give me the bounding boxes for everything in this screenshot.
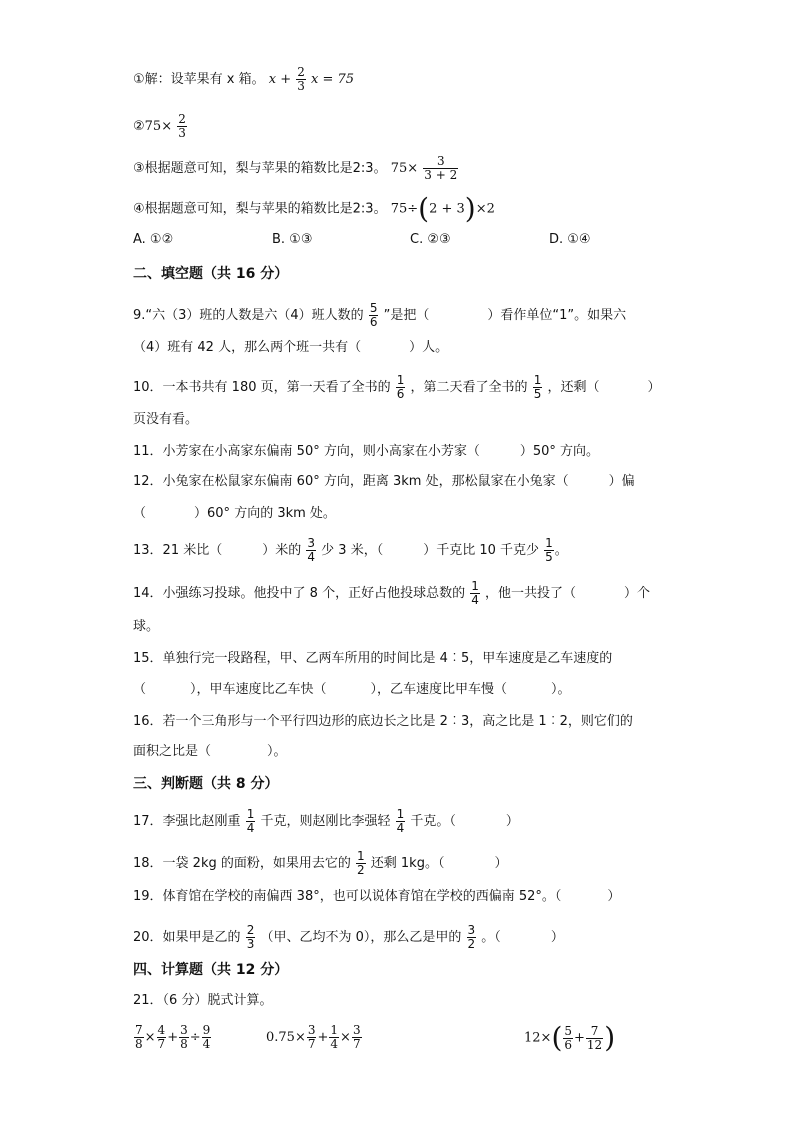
q20: 20．如果甲是乙的 $\frac{2}{3}$ （甲、乙均不为 0），那么乙是甲的 $\frac{3}{2}$ 。（ ） (133, 923, 564, 951)
q8-option-1 (133, 66, 354, 93)
fraction: $\frac{1}{4}$ (396, 807, 405, 835)
q8-option-2: ②75× $\frac{2}{3}$ (133, 112, 186, 140)
q9-line-1: 9.“六（3）班的人数是六（4）班人数的 $\frac{5}{6}$ ”是把（ ）看作单位“1”。如果六 (133, 301, 627, 329)
fraction: $\frac{1}{4}$ (471, 579, 479, 607)
q18: 18．一袋 2kg 的面粉，如果用去它的 $\frac{1}{2}$ 还剩 1kg。（ ） (133, 849, 508, 877)
q16-line-1: 16．若一个三角形与一个平行四边形的底边长之比是 2︰3，高之比是 1︰2，则它们的 (133, 714, 633, 729)
fraction: $\frac{3}{3 + 2}$ (424, 154, 458, 182)
choice-d[interactable]: D. ①④ (549, 232, 591, 247)
fraction: $\frac{1}{2}$ (357, 849, 365, 877)
section-4-title: 四、计算题（共 12 分） (133, 962, 289, 978)
fraction: $\frac{3}{2}$ (467, 923, 476, 951)
fraction: $\frac{3}{4}$ (307, 536, 316, 564)
fraction: $\frac{1}{6}$ (396, 373, 405, 401)
q14-line-1: 14．小强练习投球。他投中了 8 个，正好占他投球总数的 $\frac{1}{4}$ ，他一共投了（ ）个 (133, 579, 651, 607)
q8-option-3: ③根据题意可知，梨与苹果的箱数比是2:3。 75× $\frac{3}{3 + 2}$ (133, 154, 458, 182)
expression-3: 12×( $\frac{5}{6}$ + $\frac{7}{12}$ ) (524, 1021, 616, 1054)
fraction: $\frac{1}{5}$ (533, 373, 542, 401)
fraction: $\frac{5}{6}$ (369, 301, 378, 329)
q15-line-1: 15．单独行完一段路程，甲、乙两车所用的时间比是 4︰5，甲车速度是乙车速度的 (133, 651, 613, 666)
q13: 13．21 米比（ ）米的 $\frac{3}{4}$ 少 3 米，（ ）千克比 10 千克少 $\frac{1}{5}$ 。 (133, 536, 568, 564)
q21-title: 21．（6 分）脱式计算。 (133, 993, 273, 1008)
q8-option-4: ④根据题意可知，梨与苹果的箱数比是2:3。 75÷(2 + 3)×2 (133, 192, 495, 225)
fraction: $\frac{2}{3}$ (178, 112, 186, 140)
fraction: $\frac{1}{5}$ (545, 536, 553, 564)
choice-b[interactable]: B. ①③ (272, 232, 313, 247)
math-text: x = 75 (311, 72, 355, 87)
q12-line-2: （ ）60° 方向的 3km 处。 (133, 506, 336, 521)
choice-c[interactable]: C. ②③ (410, 232, 451, 247)
expression-2: 0.75× $\frac{3}{7}$ + $\frac{1}{4}$ × $\frac{3}{7}$ (266, 1023, 361, 1051)
expression-1: $\frac{7}{8}$ × $\frac{4}{7}$ + $\frac{3}{8}$ ÷ $\frac{9}{4}$ (135, 1023, 211, 1051)
q8-option-1-text: ①解：设苹果有 x 箱。 (133, 72, 265, 87)
fraction: $\frac{1}{4}$ (246, 807, 255, 835)
q17: 17．李强比赵刚重 $\frac{1}{4}$ 千克，则赵刚比李强轻 $\frac{1}{4}$ 千克。（ ） (133, 807, 519, 835)
q9-line-2: （4）班有 42 人，那么两个班一共有（ ）人。 (133, 340, 449, 355)
fraction: $\frac{2}{3}$ (297, 65, 305, 93)
section-3-title: 三、判断题（共 8 分） (133, 776, 279, 792)
fraction: $\frac{2}{3}$ (246, 923, 255, 951)
q10-line-2: 页没有看。 (133, 412, 199, 427)
q19: 19．体育馆在学校的南偏西 38°，也可以说体育馆在学校的西偏南 52°。（ ） (133, 889, 621, 904)
section-2-title: 二、填空题（共 16 分） (133, 266, 289, 282)
q14-line-2: 球。 (133, 619, 160, 634)
q15-line-2: （ ），甲车速度比乙车快（ ），乙车速度比甲车慢（ ）。 (133, 682, 571, 697)
q11: 11．小芳家在小高家东偏南 50° 方向，则小高家在小芳家（ ）50° 方向。 (133, 444, 600, 459)
choice-a[interactable]: A. ①② (133, 232, 174, 247)
math-text: x + (268, 72, 292, 87)
q12-line-1: 12．小兔家在松鼠家东偏南 60° 方向，距离 3km 处，那松鼠家在小兔家（ ）偏 (133, 474, 635, 489)
q10-line-1: 10．一本书共有 180 页，第一天看了全书的 $\frac{1}{6}$ ，第二天看了全书的 $\frac{1}{5}$ ，还剩（ ） (133, 373, 661, 401)
q16-line-2: 面积之比是（ ）。 (133, 744, 287, 759)
